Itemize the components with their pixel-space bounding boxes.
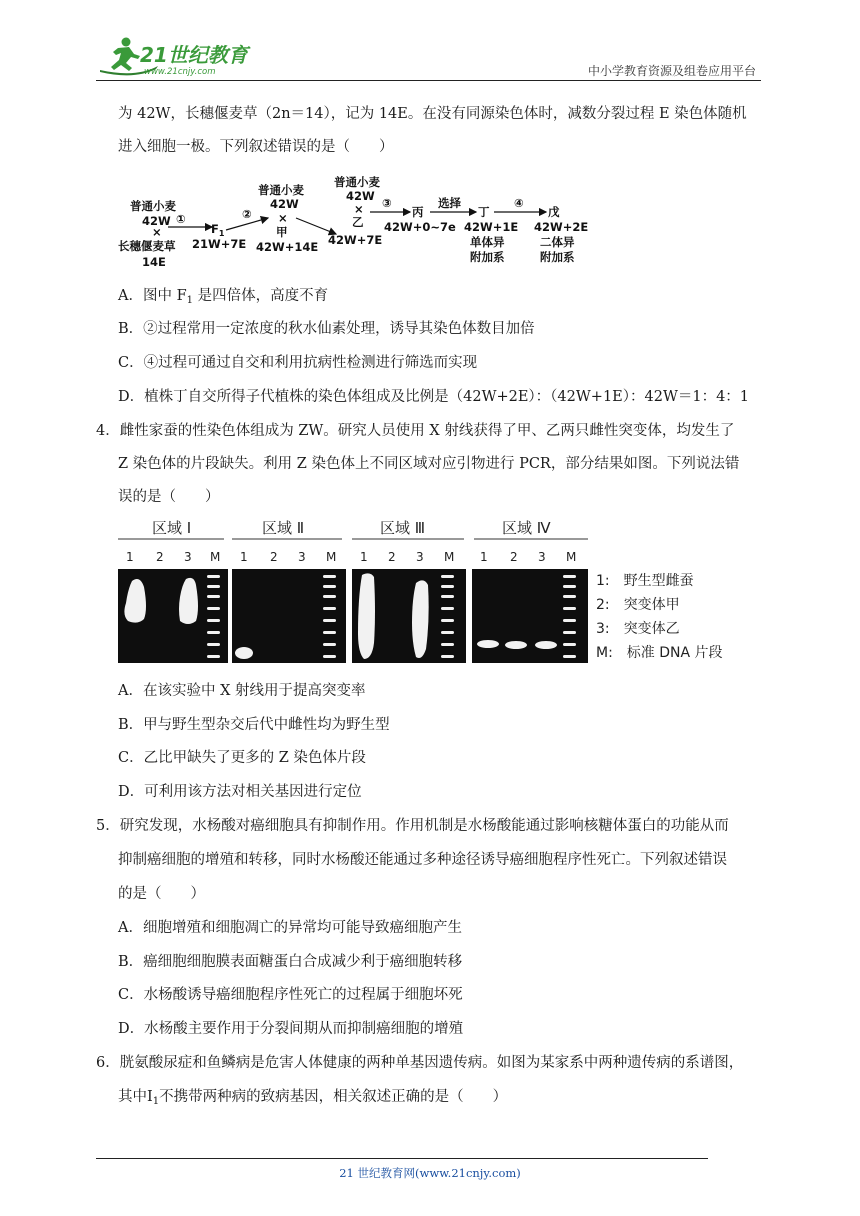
ladder-band (207, 575, 220, 578)
p2-42w: 42W (270, 197, 299, 211)
footer-divider (96, 1158, 708, 1159)
step-1: ① (176, 212, 186, 226)
lane-label: 1 (360, 550, 368, 564)
lane-label: 2 (156, 550, 164, 564)
p2-wheat: 普通小麦 (258, 183, 304, 197)
wu: 戊 (548, 205, 560, 219)
ladder-band (441, 643, 454, 646)
q5-option-b: B．癌细胞细胞膜表面糖蛋白合成减少利于癌细胞转移 (118, 954, 463, 970)
p1-grass: 长穗偃麦草 (118, 239, 176, 253)
ladder-band (323, 619, 336, 622)
ladder-band (207, 607, 220, 610)
ladder-band (323, 643, 336, 646)
legend-item: 3: 突变体乙 (596, 621, 680, 637)
q3-option-d: D．植株丁自交所得子代植株的染色体组成及比例是（42W+2E）：（42W+1E）：42W＝1：4：1 (118, 389, 750, 405)
site-logo (96, 34, 266, 80)
q6-text-line1: 6．胱氨酸尿症和鱼鳞病是危害人体健康的两种单基因遗传病。如图为某家系中两种遗传病的系谱图， (96, 1055, 744, 1071)
lane-label: 2 (510, 550, 518, 564)
f1-value: 21W+7E (192, 237, 247, 251)
lane-label: M (326, 550, 337, 564)
p3-yi-value: 42W+7E (328, 233, 383, 247)
p1-wheat: 普通小麦 (130, 199, 176, 213)
band-r4-lane1 (477, 640, 499, 648)
lane-label: M (210, 550, 221, 564)
q5-option-d: D．水杨酸主要作用于分裂间期从而抑制癌细胞的增殖 (118, 1021, 464, 1037)
q4-text-line2: Z 染色体的片段缺失。利用 Z 染色体上不同区域对应引物进行 PCR，部分结果如图。下列说法错 (118, 456, 740, 472)
lane-label: 3 (416, 550, 424, 564)
q3-option-b: B．②过程常用一定浓度的秋水仙素处理，诱导其染色体数目加倍 (118, 321, 535, 337)
p3-wheat: 普通小麦 (334, 175, 380, 189)
lane-label: M (444, 550, 455, 564)
lane-label: 3 (298, 550, 306, 564)
lane-label: 1 (240, 550, 248, 564)
ladder-band (441, 585, 454, 588)
q5-option-c: C．水杨酸诱导癌细胞程序性死亡的过程属于细胞坏死 (118, 987, 463, 1003)
q3-text-line2: 进入细胞一极。下列叙述错误的是（ ） (118, 139, 394, 155)
step-3: ③ (382, 196, 392, 210)
breeding-flow-diagram (118, 170, 598, 270)
q5-text-line2: 抑制癌细胞的增殖和转移，同时水杨酸还能通过多种途径诱导癌细胞程序性死亡。下列叙述错误 (118, 852, 727, 868)
ladder-band (563, 595, 576, 598)
ladder-band (323, 595, 336, 598)
q6-text-line2: 其中$Ⅰ_1$不携带两种病的致病基因，相关叙述正确的是（ ） (118, 1089, 508, 1107)
legend-item: 2: 突变体甲 (596, 597, 680, 613)
lane-label: 1 (126, 550, 134, 564)
logo-url: www.21cnjy.com (144, 67, 216, 77)
region-1-label: 区域 Ⅰ (152, 519, 192, 537)
ladder-band (323, 631, 336, 634)
wu-label-1: 二体异 (540, 235, 575, 249)
lane-label: 3 (538, 550, 546, 564)
ding: 丁 (478, 205, 490, 219)
ladder-band (441, 575, 454, 578)
q3-text-line1: 为 42W，长穗偃麦草（2n＝14），记为 14E。在没有同源染色体时，减数分裂过程 E 染色体随机 (118, 106, 747, 122)
q5-option-a: A．细胞增殖和细胞凋亡的异常均可能导致癌细胞产生 (118, 920, 462, 936)
footer-site-link[interactable]: 21 世纪教育网(www.21cnjy.com) (339, 1166, 521, 1180)
p1-cross: × (152, 225, 162, 239)
bing-value: 42W+0~7e (384, 220, 456, 234)
p1-14e: 14E (142, 255, 166, 269)
lane-label: 3 (184, 550, 192, 564)
ladder-band (441, 655, 454, 658)
arrow-p2 (296, 218, 336, 234)
band-r3-lane1 (358, 573, 375, 659)
ladder-band (563, 575, 576, 578)
lane-label: 2 (270, 550, 278, 564)
ladder-band (323, 575, 336, 578)
logo-text: 21世纪教育 (140, 43, 248, 67)
p2-cross: × (278, 211, 288, 225)
q4-text-line1: 4．雌性家蚕的性染色体组成为 ZW。研究人员使用 X 射线获得了甲、乙两只雌性突变体，均发生了 (96, 423, 735, 439)
lane-labels (126, 550, 576, 564)
band-r4-lane2 (505, 641, 527, 649)
ladder-band (207, 595, 220, 598)
ding-value: 42W+1E (464, 220, 519, 234)
ladder-band (207, 585, 220, 588)
ladder-band (441, 607, 454, 610)
legend-item: 1: 野生型雌蚕 (596, 573, 694, 589)
ladder-band (441, 631, 454, 634)
ding-label-1: 单体异 (470, 235, 505, 249)
p2-jia: 甲 (276, 225, 288, 239)
lane-label: 2 (388, 550, 396, 564)
q4-option-d: D．可利用该方法对相关基因进行定位 (118, 784, 362, 800)
q5-text-line1: 5．研究发现，水杨酸对癌细胞具有抑制作用。作用机制是水杨酸能通过影响核糖体蛋白的功能从而 (96, 818, 729, 834)
step-4: ④ (514, 196, 524, 210)
ladder-band (441, 619, 454, 622)
ding-label-2: 附加系 (470, 250, 505, 264)
lane-label: 1 (480, 550, 488, 564)
region-2-label: 区域 Ⅱ (262, 519, 305, 537)
p3-cross: × (354, 202, 364, 216)
ladder-band (207, 643, 220, 646)
region-3-label: 区域 Ⅲ (380, 519, 426, 537)
q4-option-c: C．乙比甲缺失了更多的 Z 染色体片段 (118, 750, 366, 766)
q4-option-a: A．在该实验中 X 射线用于提高突变率 (118, 683, 366, 699)
ladder-band (323, 607, 336, 610)
ladder-band (323, 655, 336, 658)
ladder-band (207, 655, 220, 658)
q3-option-a: A．图中 $F_1$ 是四倍体，高度不育 (118, 288, 329, 306)
ladder-band (563, 655, 576, 658)
region-4-label: 区域 Ⅳ (502, 519, 551, 537)
lane-label: M (566, 550, 577, 564)
f1-label: $F_1$ (211, 222, 225, 238)
ladder-band (563, 585, 576, 588)
bing: 丙 (412, 205, 424, 219)
select-label: 选择 (438, 196, 461, 210)
ladder-band (441, 595, 454, 598)
ladder-band (323, 585, 336, 588)
wu-value: 42W+2E (534, 220, 589, 234)
ladder-band (563, 607, 576, 610)
p3-yi: 乙 (352, 215, 364, 229)
ladder-band (563, 631, 576, 634)
p2-jia-value: 42W+14E (256, 240, 319, 254)
region-headers (118, 519, 588, 539)
gel-legend (596, 572, 723, 661)
band-r2-lane1 (235, 647, 253, 659)
ladder-band (207, 631, 220, 634)
q5-text-line3: 的是（ ） (118, 886, 205, 902)
band-r3-lane3 (412, 580, 429, 658)
header-divider (96, 80, 761, 81)
q4-text-line3: 误的是（ ） (118, 489, 220, 505)
pcr-gel-figure (118, 513, 738, 673)
legend-item: M: 标准 DNA 片段 (596, 645, 723, 661)
p1-42w: 42W (142, 214, 171, 228)
q4-option-b: B．甲与野生型杂交后代中雌性均为野生型 (118, 717, 390, 733)
band-r4-lane3 (535, 641, 557, 649)
ladder-band (563, 643, 576, 646)
ladder-band (563, 619, 576, 622)
ladder-band (207, 619, 220, 622)
p3-42w: 42W (346, 189, 375, 203)
step-2: ② (242, 207, 252, 221)
wu-label-2: 附加系 (540, 250, 575, 264)
header-platform-name: 中小学教育资源及组卷应用平台 (587, 64, 756, 78)
gel-panel-4 (472, 569, 588, 663)
q3-option-c: C．④过程可通过自交和利用抗病性检测进行筛选而实现 (118, 355, 478, 371)
